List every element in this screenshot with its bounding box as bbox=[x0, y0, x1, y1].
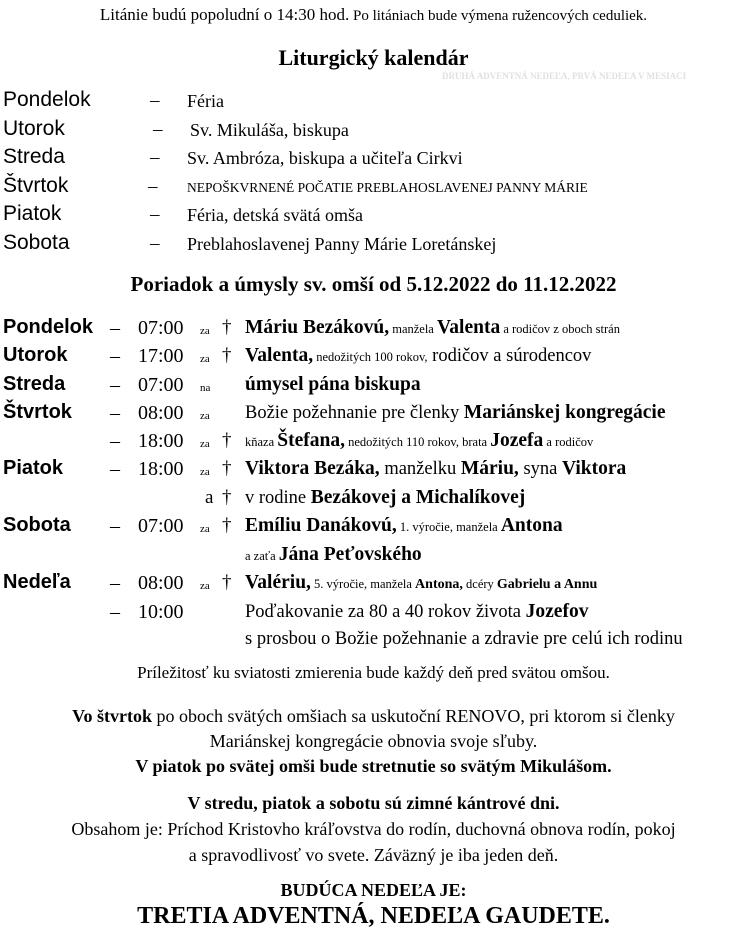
intention-segment: Antona, bbox=[415, 577, 463, 592]
cross-icon: † bbox=[222, 317, 232, 338]
intention-segment: Valenta, bbox=[245, 345, 314, 366]
mass-time: 10:00 bbox=[138, 601, 184, 623]
mass-intention bbox=[245, 430, 593, 452]
intention-segment: a rodičov z oboch strán bbox=[500, 322, 620, 336]
calendar-day-2: Streda bbox=[3, 145, 65, 168]
mass-dash: – bbox=[110, 458, 120, 480]
intention-segment: Mariánskej kongregácie bbox=[463, 402, 666, 423]
intention-segment: syna bbox=[518, 459, 562, 479]
mass-intention-prefix: za bbox=[200, 580, 210, 592]
calendar-celebration-2: Sv. Ambróza, biskupa a učiteľa Cirkvi bbox=[187, 148, 463, 168]
mass-day: Štvrtok bbox=[3, 401, 72, 423]
intention-segment: Poďakovanie za 80 a 40 rokov života bbox=[245, 602, 526, 622]
kantry-notice: V stredu, piatok a sobotu sú zimné kántrové dni. bbox=[187, 793, 560, 813]
intention-segment: Antona bbox=[500, 515, 563, 536]
mass-time: 07:00 bbox=[138, 374, 184, 396]
mass-dash: – bbox=[110, 515, 120, 537]
mass-day: Pondelok bbox=[3, 316, 94, 338]
calendar-title: Liturgický kalendár bbox=[278, 45, 469, 70]
mass-day: Sobota bbox=[3, 514, 71, 536]
intention-segment: v rodine bbox=[245, 488, 311, 508]
intention-segment: Božie požehnanie pre členky bbox=[245, 403, 464, 423]
calendar-day-3: Štvrtok bbox=[3, 174, 69, 197]
mikulas-notice: V piatok po svätej omši bude stretnutie so svätým Mikulášom. bbox=[135, 756, 612, 776]
mass-intention-prefix: za bbox=[200, 410, 210, 422]
intention-segment: manželku bbox=[379, 459, 461, 479]
intention-segment: Jozefov bbox=[525, 601, 589, 622]
cross-icon: † bbox=[222, 345, 232, 366]
cross-icon: † bbox=[222, 572, 232, 593]
calendar-day-0: Pondelok bbox=[3, 88, 91, 111]
mass-intention bbox=[245, 572, 597, 594]
mass-intention bbox=[245, 601, 588, 623]
intention-segment: 1. výročie, manžela bbox=[396, 520, 501, 534]
mass-day: Streda bbox=[3, 373, 66, 395]
intention-segment: Viktora bbox=[561, 458, 627, 479]
cross-icon: † bbox=[222, 458, 232, 479]
next-sunday-name: TRETIA ADVENTNÁ, NEDEĽA GAUDETE. bbox=[137, 903, 610, 929]
cross-icon: † bbox=[222, 430, 232, 451]
mass-intention-prefix: za bbox=[200, 438, 210, 450]
mass-dash: – bbox=[110, 345, 120, 367]
cross-icon: † bbox=[222, 487, 232, 508]
calendar-celebration-5: Preblahoslavenej Panny Márie Loretánskej bbox=[187, 234, 497, 254]
mass-intention-prefix: za bbox=[200, 523, 210, 535]
mass-dash: – bbox=[110, 402, 120, 424]
renovo-day: Vo štvrtok bbox=[72, 706, 152, 726]
calendar-dash: – bbox=[150, 204, 160, 225]
calendar-dash: – bbox=[150, 147, 160, 168]
mass-time: 07:00 bbox=[138, 515, 184, 537]
mass-time: 18:00 bbox=[138, 458, 184, 480]
mass-intention bbox=[245, 628, 683, 650]
intention-segment: Valenta bbox=[436, 317, 501, 338]
mass-intention bbox=[245, 402, 665, 424]
calendar-celebration-1: Sv. Mikuláša, biskupa bbox=[190, 120, 349, 140]
litanie-notice bbox=[0, 5, 747, 25]
mass-time: 07:00 bbox=[138, 317, 184, 339]
mass-dash: – bbox=[110, 374, 120, 396]
intention-segment: kňaza bbox=[245, 435, 278, 449]
calendar-celebration-4: Féria, detská svätá omša bbox=[187, 205, 363, 225]
calendar-day-1: Utorok bbox=[3, 117, 65, 140]
intention-segment: rodičov a súrodencov bbox=[427, 346, 592, 366]
intention-segment: s prosbou o Božie požehnanie a zdravie pre celú ich rodinu bbox=[245, 629, 683, 649]
mass-time: 18:00 bbox=[138, 430, 184, 452]
intention-segment: Bezákovej a Michalíkovej bbox=[310, 487, 526, 508]
mass-intention bbox=[245, 487, 525, 509]
calendar-celebration-3: NEPOŠKVRNENÉ POČATIE PREBLAHOSLAVENEJ PANNY MÁRIE bbox=[187, 180, 588, 195]
mass-time: 08:00 bbox=[138, 402, 184, 424]
renovo-notice-line2: Mariánskej kongregácie obnovia svoje sľuby. bbox=[209, 731, 538, 751]
mass-intention-prefix: a bbox=[205, 487, 214, 508]
mass-day: Nedeľa bbox=[3, 571, 71, 593]
mass-intention-prefix: za bbox=[200, 325, 210, 337]
kantry-notice-line2: Obsahom je: Príchod Kristovho kráľovstva do rodín, duchovná obnova rodín, pokoj bbox=[71, 819, 676, 839]
mass-dash: – bbox=[110, 601, 120, 623]
mass-intention bbox=[245, 515, 563, 537]
calendar-dash: – bbox=[150, 90, 160, 111]
intention-segment: Štefana, bbox=[277, 430, 345, 451]
renovo-text: po oboch svätých omšiach sa uskutoční RENOVO, pri ktorom si členky bbox=[151, 706, 675, 726]
intention-segment: a rodičov bbox=[543, 435, 594, 449]
intention-segment: manžela bbox=[389, 322, 437, 336]
intention-segment: nedožitých 110 rokov, brata bbox=[345, 435, 491, 449]
mass-schedule-title: Poriadok a úmysly sv. omší od 5.12.2022 do 11.12.2022 bbox=[130, 272, 617, 296]
mass-intention bbox=[245, 317, 620, 339]
cross-icon: † bbox=[222, 515, 232, 536]
mass-intention bbox=[245, 345, 591, 367]
calendar-day-5: Sobota bbox=[3, 231, 70, 254]
mass-intention bbox=[245, 544, 422, 566]
intention-segment: 5. výročie, manžela bbox=[310, 577, 416, 591]
calendar-dash: – bbox=[153, 119, 163, 140]
calendar-day-4: Piatok bbox=[3, 202, 62, 225]
renovo-notice bbox=[0, 706, 747, 727]
mass-intention-prefix: na bbox=[200, 382, 211, 394]
calendar-dash: – bbox=[148, 176, 158, 197]
mass-dash: – bbox=[110, 572, 120, 594]
intention-segment: úmysel pána biskupa bbox=[245, 374, 421, 395]
intention-segment: Jozefa bbox=[490, 430, 544, 451]
intention-segment: Gabrielu a Annu bbox=[496, 577, 598, 592]
mass-day: Piatok bbox=[3, 457, 64, 479]
intention-segment: Jána Peťovského bbox=[278, 544, 422, 565]
mass-time: 08:00 bbox=[138, 572, 184, 594]
intention-segment: Máriu, bbox=[460, 458, 519, 479]
intention-segment: a zaťa bbox=[245, 549, 279, 563]
mass-intention bbox=[245, 458, 626, 480]
mass-dash: – bbox=[110, 430, 120, 452]
intention-segment: Emíliu Danákovú, bbox=[245, 515, 397, 536]
calendar-celebration-0: Féria bbox=[187, 91, 224, 111]
mass-intention-prefix: za bbox=[200, 353, 210, 365]
mass-intention-prefix: za bbox=[200, 466, 210, 478]
next-sunday-label: BUDÚCA NEDEĽA JE: bbox=[280, 880, 467, 900]
calendar-dash: – bbox=[150, 233, 160, 254]
mass-intention bbox=[245, 374, 421, 396]
litanie-time: Litánie budú popoludní o 14:30 hod. bbox=[99, 5, 350, 24]
intention-segment: Viktora Bezáka, bbox=[245, 458, 380, 479]
intention-segment: Máriu Bezákovú, bbox=[245, 317, 390, 338]
mass-time: 17:00 bbox=[138, 345, 184, 367]
mass-dash: – bbox=[110, 317, 120, 339]
kantry-notice-line3: a spravodlivosť vo svete. Záväzný je iba jeden deň. bbox=[188, 845, 559, 865]
intention-segment: dcéry bbox=[462, 577, 497, 591]
intention-segment: nedožitých 100 rokov, bbox=[313, 350, 428, 364]
mass-day: Utorok bbox=[3, 344, 68, 366]
intention-segment: Valériu, bbox=[245, 572, 311, 593]
rosary-exchange: Po litániach bude výmena ružencových ceduliek. bbox=[349, 8, 648, 24]
confession-notice: Príležitosť ku sviatosti zmierenia bude každý deň pred svätou omšou. bbox=[137, 663, 610, 682]
calendar-ghost-text: DRUHÁ ADVENTNÁ NEDEĽA, PRVÁ NEDEĽA V MESIACI bbox=[442, 71, 687, 81]
